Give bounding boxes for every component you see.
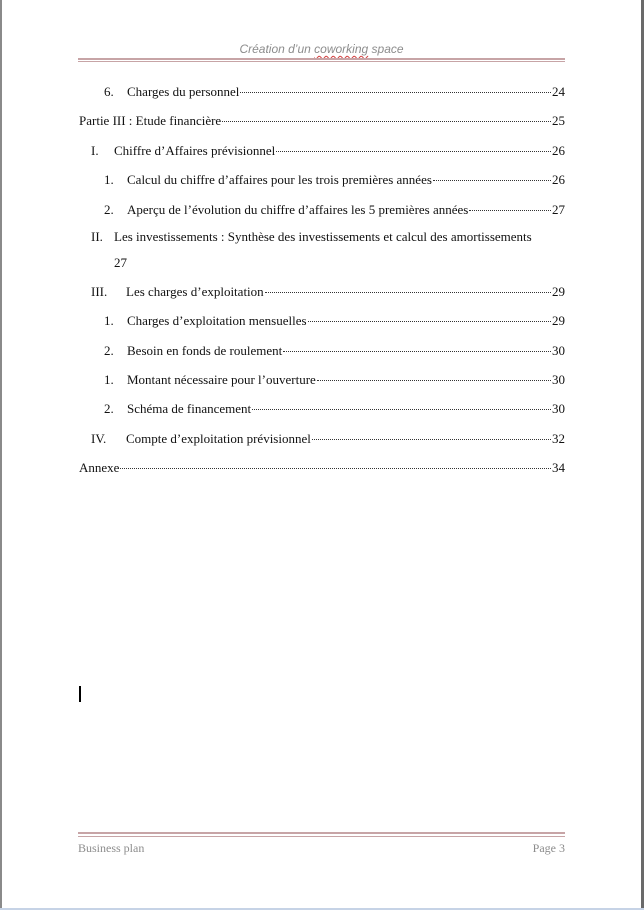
toc-entry-page: 30 — [552, 372, 565, 387]
toc-entry-page: 34 — [552, 460, 565, 475]
toc-entry-number: 2. — [104, 343, 114, 358]
toc-entry-number: I. — [91, 143, 99, 158]
toc-entry[interactable] — [104, 398, 565, 418]
toc-entry-page: 30 — [552, 401, 565, 416]
toc-entry-page: 26 — [552, 143, 565, 158]
toc-entry-title: Charges d’exploitation mensuelles — [127, 313, 307, 328]
toc-entry-title: Les charges d’exploitation — [126, 284, 264, 299]
toc-entry[interactable] — [104, 199, 565, 219]
toc-entry[interactable] — [104, 169, 565, 189]
toc-entry-title: Compte d’exploitation prévisionnel — [126, 431, 311, 446]
toc-entry-page: 27 — [552, 202, 565, 217]
footer-document-title: Business plan — [78, 841, 145, 855]
toc-dot-leader — [222, 107, 551, 122]
toc-entry[interactable] — [91, 140, 565, 160]
toc-entry-page: 29 — [552, 313, 565, 328]
footer-rule-thick — [78, 832, 565, 834]
header-rule-thick — [78, 58, 565, 60]
toc-entry-title: Calcul du chiffre d’affaires pour les trois premières années — [127, 172, 432, 187]
toc-entry[interactable] — [104, 81, 565, 101]
toc-entry-title: Partie III : Etude financière — [79, 113, 222, 128]
toc-entry-title: Besoin en fonds de roulement — [127, 343, 283, 358]
toc-entry-page: 32 — [552, 431, 565, 446]
toc-dot-leader — [276, 137, 551, 152]
toc-dot-leader — [312, 425, 551, 440]
toc-entry[interactable] — [79, 457, 565, 477]
toc-dot-leader — [283, 337, 551, 352]
toc-entry-page: 30 — [552, 343, 565, 358]
toc-entry[interactable] — [104, 310, 565, 330]
toc-entry-page: 26 — [552, 172, 565, 187]
toc-dot-leader — [265, 278, 551, 293]
toc-entry-title: Schéma de financement — [127, 401, 252, 416]
toc-dot-leader — [252, 395, 551, 410]
toc-entry-title: Montant nécessaire pour l’ouverture — [127, 372, 316, 387]
toc-dot-leader — [433, 166, 551, 181]
page-footer — [78, 841, 565, 856]
toc-entry-number: 1. — [104, 313, 114, 328]
toc-entry[interactable] — [79, 110, 565, 130]
toc-entry-title: Annexe — [79, 460, 120, 475]
toc-entry-number: 1. — [104, 372, 114, 387]
toc-entry-title: Les investissements : Synthèse des investissements et calcul des amortissements — [114, 229, 532, 244]
toc-entry-number: III. — [91, 284, 108, 299]
toc-entry[interactable] — [104, 340, 565, 360]
text-cursor[interactable] — [79, 686, 81, 702]
toc-entry[interactable] — [91, 281, 565, 301]
toc-entry[interactable] — [91, 228, 565, 272]
footer-rule-thin — [78, 836, 565, 837]
toc-entry-number: IV. — [91, 431, 107, 446]
toc-entry-title: Charges du personnel — [127, 84, 240, 99]
toc-entry-number: II. — [91, 229, 103, 244]
toc-entry-page: 29 — [552, 284, 565, 299]
header-text-prefix: Création d’un — [239, 42, 315, 56]
header-misspelled-word[interactable]: coworking — [314, 42, 369, 56]
toc-entry-page: 24 — [552, 84, 565, 99]
header-text-suffix: space — [368, 42, 404, 56]
page-left-edge — [0, 0, 2, 910]
toc-entry-page: 27 — [114, 255, 127, 270]
toc-entry-number: 2. — [104, 401, 114, 416]
toc-entry-title: Chiffre d’Affaires prévisionnel — [114, 143, 276, 158]
toc-entry-number: 2. — [104, 202, 114, 217]
toc-entry-title: Aperçu de l’évolution du chiffre d’affaires les 5 premières années — [127, 202, 469, 217]
toc-dot-leader — [120, 454, 551, 469]
toc-entry-number: 1. — [104, 172, 114, 187]
toc-dot-leader — [240, 78, 551, 93]
page-header — [78, 42, 565, 56]
toc-entry[interactable] — [91, 428, 565, 448]
toc-dot-leader — [317, 366, 551, 381]
toc-entry[interactable] — [104, 369, 565, 389]
toc-dot-leader — [308, 307, 551, 322]
toc-entry-number: 6. — [104, 84, 114, 99]
toc-dot-leader — [469, 196, 551, 211]
header-rule-thin — [78, 61, 565, 62]
toc-entry-page: 25 — [552, 113, 565, 128]
footer-page-number: Page 3 — [532, 841, 565, 855]
